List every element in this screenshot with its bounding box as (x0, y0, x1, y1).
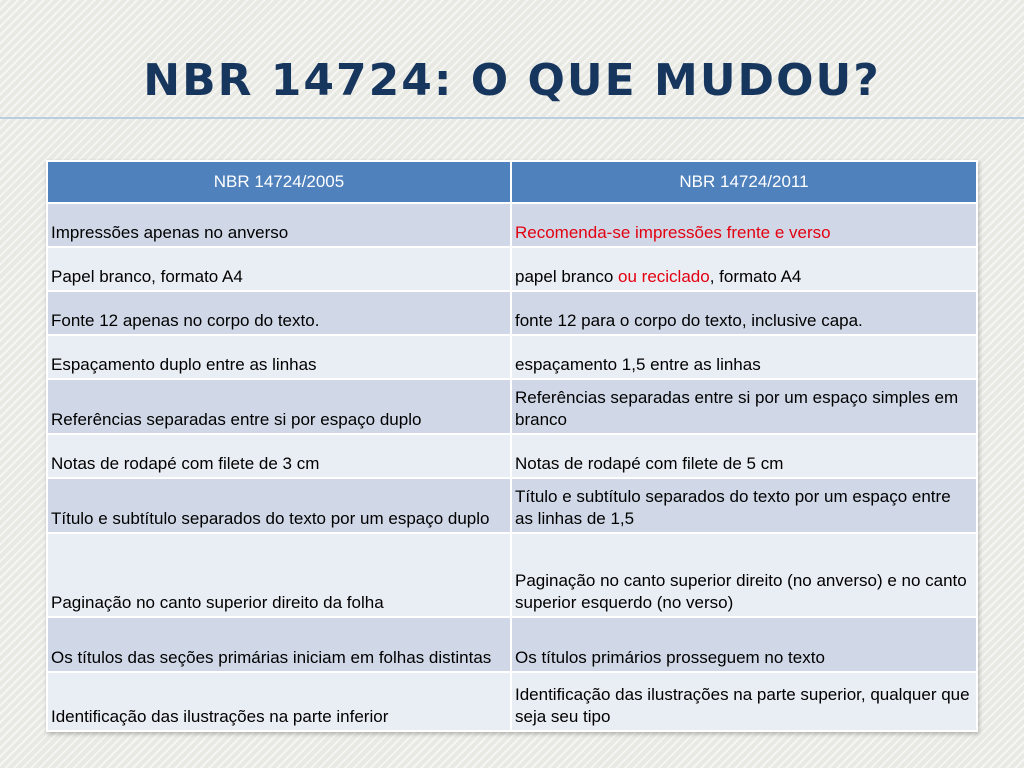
table-row (47, 291, 977, 335)
cell-2005: Referências separadas entre si por espaço duplo (47, 379, 511, 434)
title-area (0, 52, 1024, 110)
cell-2011: Título e subtítulo separados do texto por um espaço entre as linhas de 1,5 (511, 478, 977, 533)
cell-2011 (511, 203, 977, 247)
cell-2011: fonte 12 para o corpo do texto, inclusive capa. (511, 291, 977, 335)
table-header-row (47, 161, 977, 203)
cell-2005: Impressões apenas no anverso (47, 203, 511, 247)
table-row (47, 533, 977, 617)
cell-2005: Identificação das ilustrações na parte inferior (47, 672, 511, 731)
cell-2005: Os títulos das seções primárias iniciam em folhas distintas (47, 617, 511, 672)
cell-2011: espaçamento 1,5 entre as linhas (511, 335, 977, 379)
table-row (47, 247, 977, 291)
title-divider (0, 117, 1024, 119)
table-row (47, 617, 977, 672)
cell-2005: Notas de rodapé com filete de 3 cm (47, 434, 511, 478)
cell-text: , formato A4 (709, 267, 802, 286)
table-row (47, 379, 977, 434)
comparison-table (46, 160, 978, 732)
header-nbr-2011: NBR 14724/2011 (511, 161, 977, 203)
table-row (47, 203, 977, 247)
table-row (47, 478, 977, 533)
table-row (47, 672, 977, 731)
cell-2011: Os títulos primários prosseguem no texto (511, 617, 977, 672)
page-title: NBR 14724: O QUE MUDOU? (143, 55, 881, 106)
table-row (47, 335, 977, 379)
cell-2011: Referências separadas entre si por um espaço simples em branco (511, 379, 977, 434)
table-row (47, 434, 977, 478)
header-nbr-2005: NBR 14724/2005 (47, 161, 511, 203)
cell-2011: Notas de rodapé com filete de 5 cm (511, 434, 977, 478)
cell-2011: Paginação no canto superior direito (no anverso) e no canto superior esquerdo (no verso) (511, 533, 977, 617)
cell-text: papel branco (515, 267, 619, 286)
cell-2005: Espaçamento duplo entre as linhas (47, 335, 511, 379)
cell-2011 (511, 247, 977, 291)
cell-2005: Título e subtítulo separados do texto por um espaço duplo (47, 478, 511, 533)
cell-2005: Paginação no canto superior direito da folha (47, 533, 511, 617)
cell-2005: Papel branco, formato A4 (47, 247, 511, 291)
cell-2005: Fonte 12 apenas no corpo do texto. (47, 291, 511, 335)
highlight-text: Recomenda-se impressões frente e verso (515, 223, 831, 242)
cell-2011: Identificação das ilustrações na parte superior, qualquer que seja seu tipo (511, 672, 977, 731)
highlight-text: ou reciclado (618, 267, 710, 286)
